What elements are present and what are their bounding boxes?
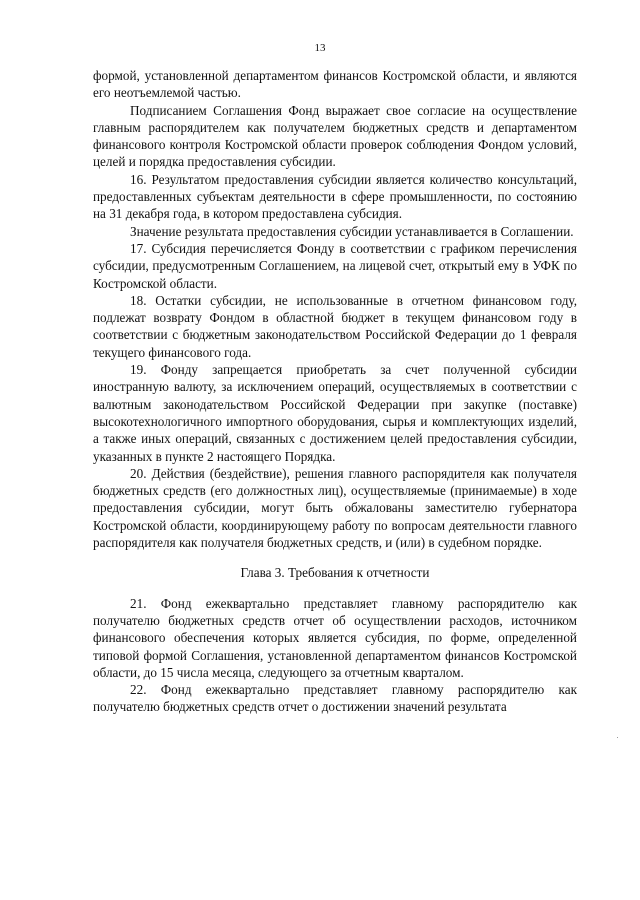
- paragraph-22: 22. Фонд ежеквартально представляет главному распорядителю как получателю бюджетных средств отчет о достижении значений результата: [93, 682, 577, 715]
- paragraph-agreement-consent: Подписанием Соглашения Фонд выражает свое согласие на осуществление главным распорядителем как получателем бюджетных средств и департаментом финансового контроля Костромской области проверок соблюдения Фондом условий, целей и порядка предоставления субсидии.: [93, 102, 577, 170]
- paragraph-21: 21. Фонд ежеквартально представляет главному распорядителю как получателю бюджетных средств отчет об осуществлении расходов, источником финансового обеспечения которых является субсидия, по форме, определенной типовой формой Соглашения, установленной департаментом финансов Костромской области, до 15 числа месяца, следующего за отчетным кварталом.: [93, 595, 577, 680]
- scan-mark: [617, 737, 618, 738]
- paragraph-19: 19. Фонду запрещается приобретать за счет полученной субсидии иностранную валюту, за исключением операций, осуществляемых в соответствии с валютным законодательством Российской Федерации при закупке (поставке) высокотехнологичного импортного оборудования, сырья и комплектующих изделий, а также иных операций, связанных с достижением целей предоставления субсидии, указанных в пункте 2 настоящего Порядка.: [93, 362, 577, 464]
- paragraph-continuation: формой, установленной департаментом финансов Костромской области, и являются его неотъемлемой частью.: [93, 68, 577, 101]
- page-number: 13: [314, 42, 326, 54]
- chapter-heading: Глава 3. Требования к отчетности: [240, 565, 430, 581]
- paragraph-20: 20. Действия (бездействие), решения главного распорядителя как получателя бюджетных средств (его должностных лиц), осуществляемые (принимаемые) в ходе предоставления субсидии, могут быть обжалованы заместителю губернатора Костромской области, координирующему работу по вопросам деятельности главного распорядителя как получателя бюджетных средств, и (или) в судебном порядке.: [93, 465, 577, 551]
- paragraph-18: 18. Остатки субсидии, не использованные в отчетном финансовом году, подлежат возврату Фондом в областной бюджет в текущем финансовом году в соответствии с бюджетным законодательством Российской Федерации до 1 февраля текущего финансового года.: [93, 292, 577, 360]
- paragraph-result-value: Значение результата предоставления субсидии устанавливается в Соглашении.: [130, 223, 574, 239]
- paragraph-17: 17. Субсидия перечисляется Фонду в соответствии с графиком перечисления субсидии, предусмотренным Соглашением, на лицевой счет, открытый ему в УФК по Костромской области.: [93, 240, 577, 291]
- document-body: [93, 67, 577, 716]
- paragraph-16: 16. Результатом предоставления субсидии является количество консультаций, предоставленных субъектам деятельности в сфере промышленности, по состоянию на 31 декабря года, в котором предоставлена субсидия.: [93, 171, 577, 222]
